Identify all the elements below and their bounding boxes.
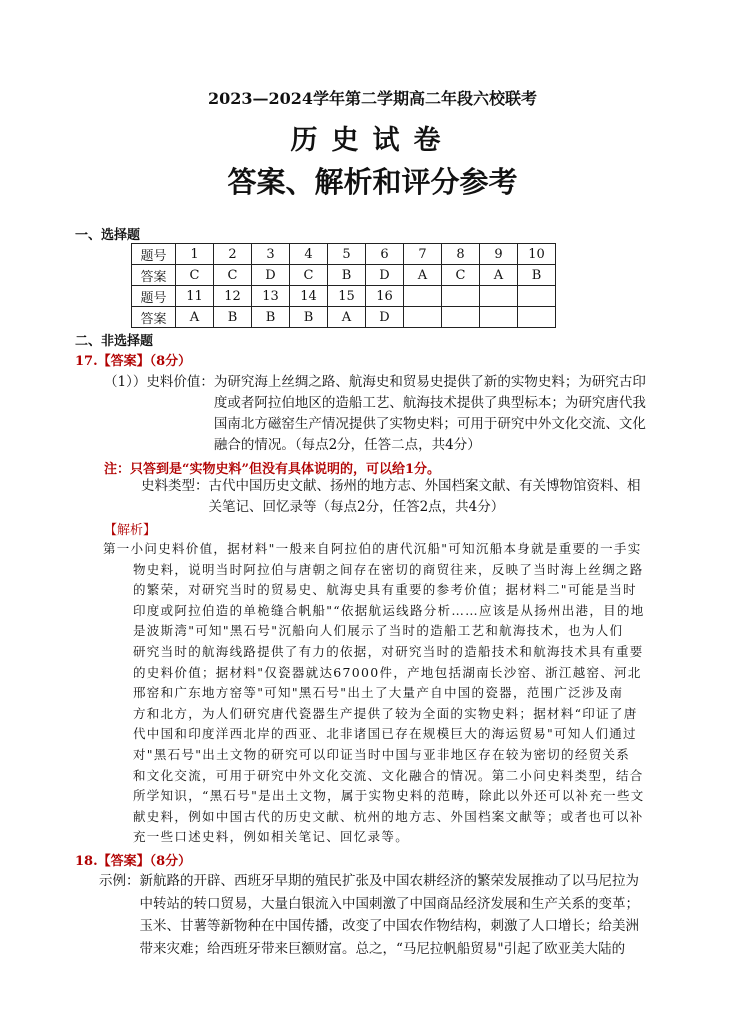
table-cell: B	[252, 307, 290, 328]
table-row	[132, 307, 556, 328]
subject-title: 历史试卷	[290, 125, 455, 156]
q18-line: 新航路的开辟、西班牙早期的殖民扩张及中国农耕经济的繁荣发展推动了以马尼拉为	[139, 873, 639, 889]
q18-line: 中转站的转口贸易，大量白银流入中国刺激了中国商品经济发展和生产关系的变革；	[139, 895, 639, 912]
table-cell: B	[328, 265, 366, 286]
analysis-line: 充一些口述史料，例如相关笔记、回忆录等。	[133, 829, 410, 845]
analysis-block	[103, 539, 645, 848]
q18-answer	[99, 870, 639, 960]
analysis-line: 印度或阿拉伯造的单桅缝合帆船"“依据航运线路分析……应该是从扬州出港，目的地	[133, 602, 645, 618]
table-cell: 11	[176, 286, 214, 307]
table-cell: A	[328, 307, 366, 328]
analysis-line: 献史料，例如中国古代的历史文献、杭州的地方志、外国档案文献等；或者也可以补	[133, 808, 644, 824]
table-cell: A	[404, 265, 442, 286]
analysis-line: 是波斯湾"可知"黑石号"沉船向人们展示了当时的造船工艺和航海技术，也为人们	[133, 623, 624, 639]
q17-note: 注：只答到是“实物史料”但没有具体说明的，可以给1分。	[104, 462, 441, 477]
table-cell: B	[290, 307, 328, 328]
table-cell: 5	[328, 244, 366, 265]
table-cell: 16	[366, 286, 404, 307]
answer-table	[131, 243, 556, 328]
table-cell: 10	[518, 244, 556, 265]
section2-title: 二、非选择题	[75, 334, 154, 349]
q17-part1	[104, 372, 646, 456]
analysis-line: 研究当时的航海线路提供了有力的依据，对研究当时的造船技术和航海技术具有重要	[133, 643, 644, 659]
table-cell: C	[214, 265, 252, 286]
q17-part1-line: 国南北方磁窑生产情况提供了实物史料；可用于研究中外文化交流、文化	[213, 416, 646, 432]
table-cell: 1	[176, 244, 214, 265]
analysis-line: 的史料价值；据材料"仅瓷器就达67000件，产地包括湖南长沙窑、浙江越窑、河北	[133, 664, 642, 680]
table-cell: C	[442, 265, 480, 286]
table-cell: 4	[290, 244, 328, 265]
table-cell: 2	[214, 244, 252, 265]
analysis-label: 【解析】	[104, 523, 157, 538]
analysis-line: 邢窑和广东地方窑等"可知"黑石号"出土了大量产自中国的瓷器，范围广泛涉及南	[133, 685, 624, 701]
table-cell: 15	[328, 286, 366, 307]
q17-part2-line: 古代中国历史文献、扬州的地方志、外国档案文献、有关博物馆资料、相	[208, 478, 641, 494]
q17-part1-line: 融合的情况。（每点2分，任答二点，共4分）	[213, 437, 481, 453]
table-cell: 12	[214, 286, 252, 307]
table-cell: B	[518, 265, 556, 286]
analysis-line: 对"黑石号"出土文物的研究可以印证当时中国与亚非地区存在较为密切的经贸关系	[133, 746, 631, 762]
q17-part1-label: （1））史料价值：	[104, 374, 214, 390]
analysis-line: 物史料，说明当时阿拉伯与唐朝之间存在密切的商贸往来，反映了当时海上丝绸之路	[133, 561, 644, 577]
table-cell	[404, 307, 442, 328]
table-cell: C	[290, 265, 328, 286]
table-cell: 6	[366, 244, 404, 265]
table-cell: 13	[252, 286, 290, 307]
table-cell: D	[366, 307, 404, 328]
q18-line: 带来灾难；给西班牙带来巨额财富。总之，“马尼拉帆船贸易"引起了欧亚美大陆的	[139, 940, 626, 957]
table-cell	[442, 307, 480, 328]
table-cell: D	[366, 265, 404, 286]
subtitle: 答案、解析和评分参考	[227, 165, 518, 199]
table-cell: D	[252, 265, 290, 286]
section1-title: 一、选择题	[75, 228, 141, 243]
q17-part1-line: 为研究海上丝绸之路、航海史和贸易史提供了新的实物史料；为研究古印	[213, 374, 646, 390]
table-cell	[442, 286, 480, 307]
q18-label: 示例：	[99, 873, 140, 889]
analysis-line: 第一小问史料价值，据材料"一般来自阿拉伯的唐代沉船"可知沉船本身就是重要的一手实	[103, 541, 642, 556]
analysis-line: 代中国和印度洋西北岸的西亚、北非诸国已存在规模巨大的海运贸易"可知人们通过	[133, 726, 637, 742]
table-cell: 7	[404, 244, 442, 265]
q17-part2-line: 关笔记、回忆录等（每点2分，任答2点，共4分）	[208, 499, 505, 515]
q17-part1-line: 度或者阿拉伯地区的造船工艺、航海技术提供了典型标本；为研究唐代我	[213, 395, 646, 411]
table-cell: B	[214, 307, 252, 328]
analysis-line: 和文化交流，可用于研究中外文化交流、文化融合的情况。第二小问史料类型，结合	[133, 767, 644, 783]
table-cell	[518, 307, 556, 328]
q17-header: 17.【答案】（8分）	[75, 354, 192, 369]
table-row	[132, 286, 556, 307]
table-cell: 14	[290, 286, 328, 307]
row-header-cell: 题号	[132, 244, 176, 265]
table-cell	[518, 286, 556, 307]
table-cell: A	[176, 307, 214, 328]
row-header-cell: 题号	[132, 286, 176, 307]
table-cell	[480, 286, 518, 307]
analysis-line: 所学知识，“黑石号"是出土文物，属于实物史料的范畴，除此以外还可以补充一些文	[133, 788, 645, 804]
table-cell	[480, 307, 518, 328]
table-cell: 9	[480, 244, 518, 265]
q17-part2	[141, 476, 641, 518]
table-cell: A	[480, 265, 518, 286]
table-cell	[404, 286, 442, 307]
exam-title: 2023—2024学年第二学期高二年段六校联考	[207, 89, 538, 108]
table-cell: C	[176, 265, 214, 286]
q18-header: 18.【答案】（8分）	[75, 854, 192, 869]
analysis-line: 的繁荣，对研究当时的贸易史、航海史具有重要的参考价值；据材料二"可能是当时	[133, 582, 637, 598]
table-cell: 3	[252, 244, 290, 265]
analysis-line: 方和北方，为人们研究唐代瓷器生产提供了较为全面的实物史料；据材料“印证了唐	[133, 705, 638, 721]
table-row	[132, 244, 556, 265]
q17-part2-label: 史料类型：	[141, 478, 209, 494]
table-row	[132, 265, 556, 286]
q18-line: 玉米、甘薯等新物种在中国传播，改变了中国农作物结构，刺激了人口增长；给美洲	[139, 918, 639, 935]
table-cell: 8	[442, 244, 480, 265]
row-header-cell: 答案	[132, 307, 176, 328]
row-header-cell: 答案	[132, 265, 176, 286]
